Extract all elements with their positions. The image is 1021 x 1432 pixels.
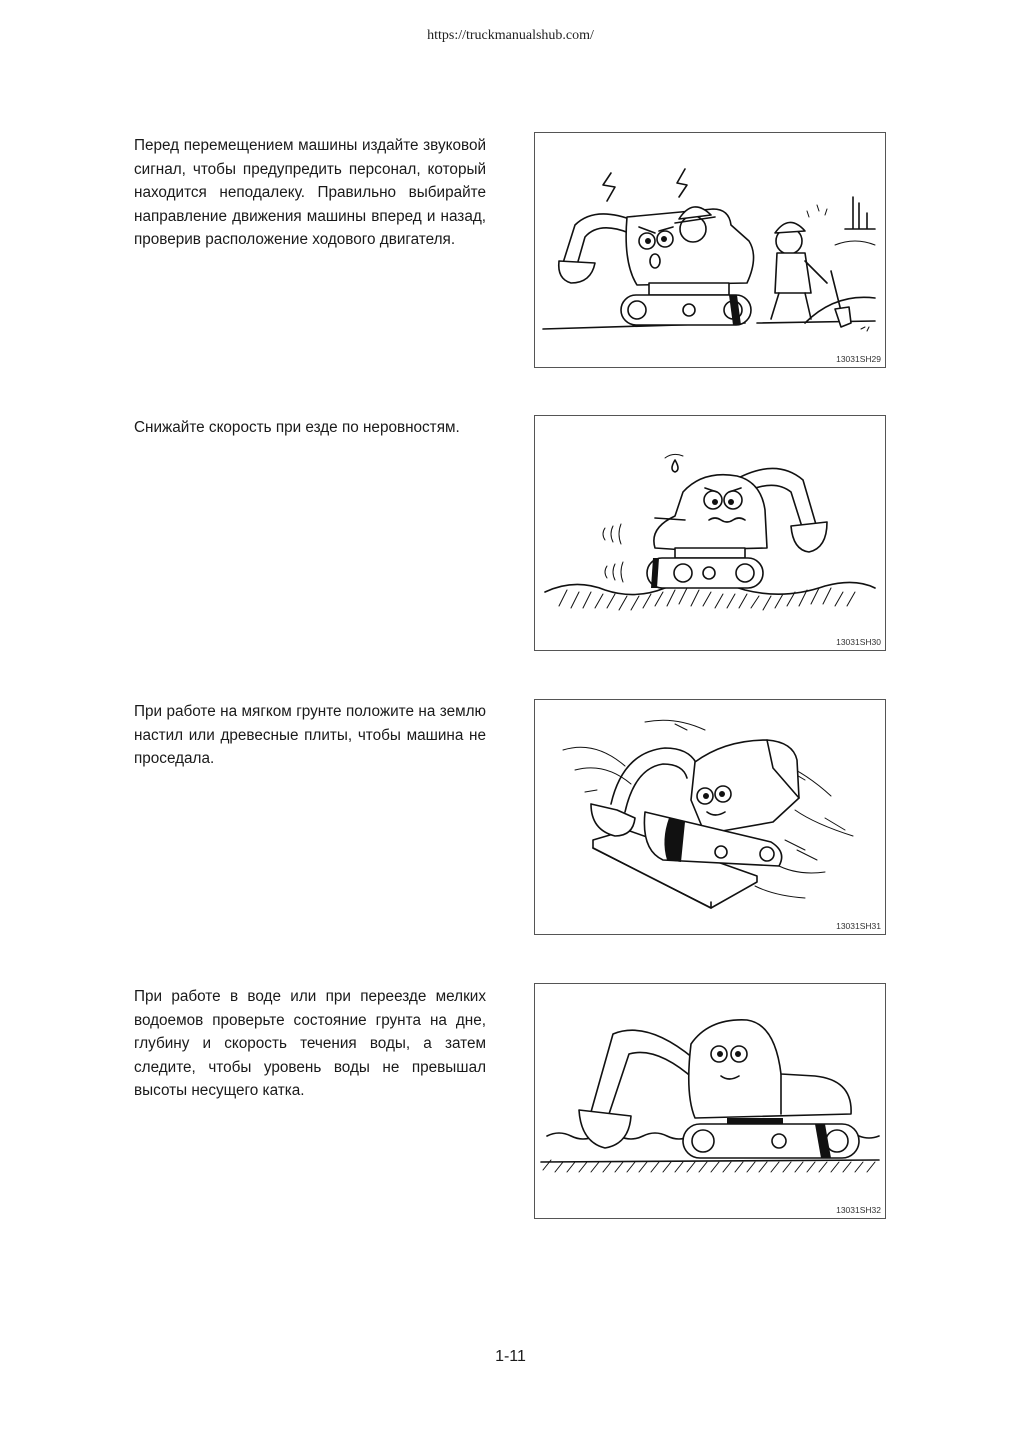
section-4-text: При работе в воде или при переезде мелких водоемов проверьте состояние грунта на дне, глубину и скорость течения воды, а затем следите, чтобы уровень воды не превышал высоты несущего катка. [134,988,486,1099]
figure-1-code: 13031SH29 [836,354,881,364]
section-3-text: При работе на мягком грунте положите на землю настил или древесные плиты, чтобы машина не проседала. [134,703,486,767]
header-url: https://truckmanualshub.com/ [427,28,594,43]
page-number: 1-11 [495,1348,526,1365]
section-2-text: Снижайте скорость при езде по неровностям. [134,419,460,436]
figure-4 [534,983,886,1219]
figure-3 [534,699,886,935]
excavator-in-water-illustration [535,984,885,1218]
excavator-horn-warning-illustration [535,133,885,367]
figure-1 [534,132,886,368]
figure-3-code: 13031SH31 [836,921,881,931]
excavator-rough-ground-illustration [535,416,885,650]
figure-2-code: 13031SH30 [836,637,881,647]
excavator-on-wood-plates-illustration [535,700,885,934]
figure-4-code: 13031SH32 [836,1205,881,1215]
figure-2 [534,415,886,651]
section-1-text: Перед перемещением машины издайте звуковой сигнал, чтобы предупредить персонал, который находится неподалеку. Правильно выбирайте направление движения машины вперед и назад, проверив расположение ходового двигателя. [134,137,486,248]
